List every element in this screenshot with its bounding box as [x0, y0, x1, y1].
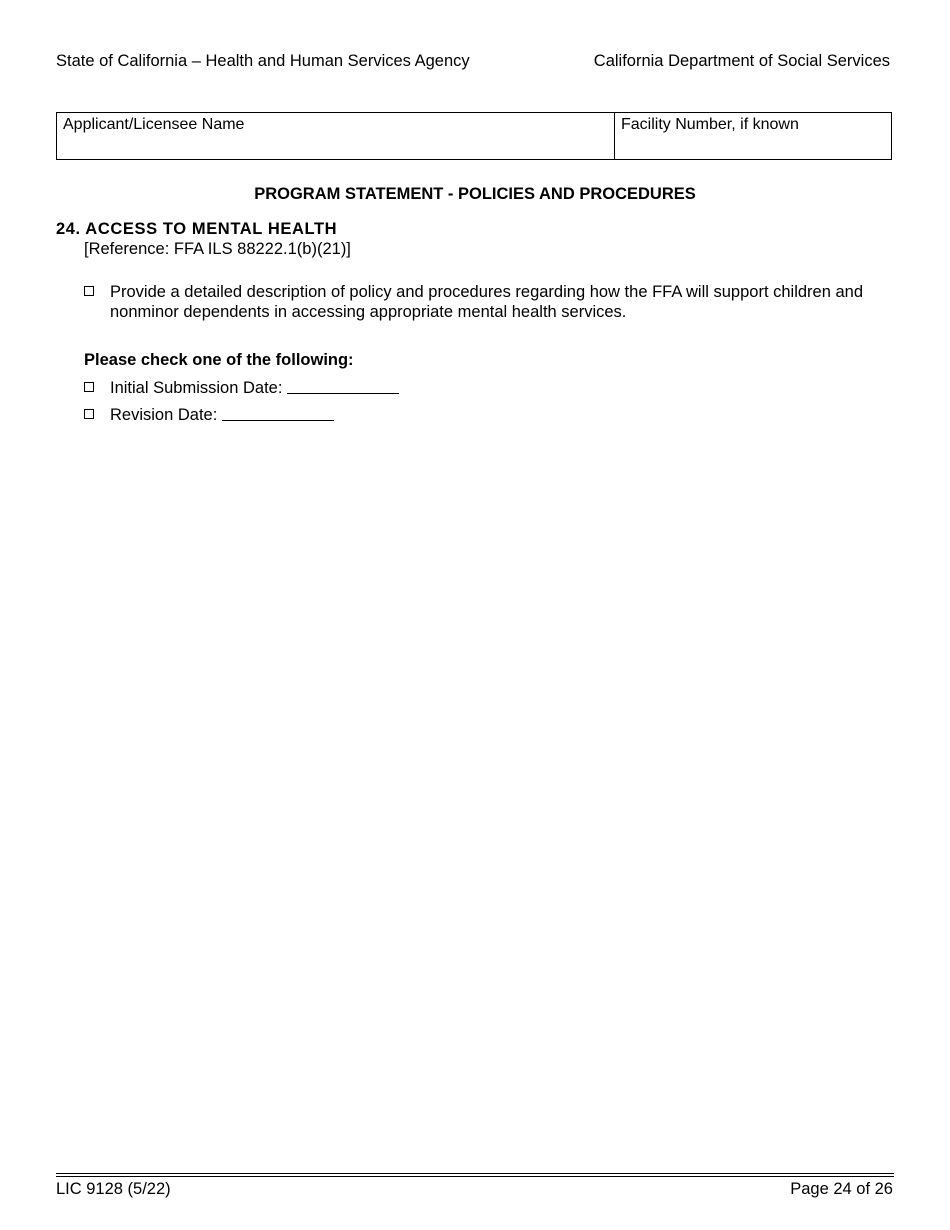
section-heading: 24. ACCESS TO MENTAL HEALTH [56, 220, 338, 238]
header-agency: State of California – Health and Human Services Agency [56, 52, 470, 70]
footer-divider [56, 1176, 894, 1177]
revision-option [84, 405, 334, 425]
header-department: California Department of Social Services [593, 52, 890, 70]
applicant-name-label: Applicant/Licensee Name [63, 116, 245, 133]
instruction-checkbox[interactable] [84, 286, 94, 296]
initial-submission-checkbox[interactable] [84, 382, 94, 392]
identification-table [56, 112, 892, 160]
revision-checkbox[interactable] [84, 409, 94, 419]
revision-label: Revision Date: [110, 406, 218, 424]
section-reference: [Reference: FFA ILS 88222.1(b)(21)] [84, 240, 351, 258]
footer-form-id: LIC 9128 (5/22) [56, 1180, 171, 1198]
instruction-item [84, 282, 894, 322]
footer-divider [56, 1173, 894, 1174]
facility-number-field[interactable] [615, 113, 891, 159]
initial-submission-date-field[interactable] [287, 378, 399, 394]
page-title: PROGRAM STATEMENT - POLICIES AND PROCEDURES [254, 185, 696, 203]
footer-page-number: Page 24 of 26 [790, 1180, 893, 1198]
instruction-text: Provide a detailed description of policy and procedures regarding how the FFA will support children and nonminor dependents in accessing appropriate mental health services. [110, 283, 864, 321]
check-one-heading: Please check one of the following: [84, 351, 354, 369]
initial-submission-label: Initial Submission Date: [110, 379, 283, 397]
applicant-name-field[interactable] [57, 113, 615, 159]
revision-date-field[interactable] [222, 405, 334, 421]
facility-number-label: Facility Number, if known [621, 116, 799, 133]
initial-submission-option [84, 378, 399, 398]
